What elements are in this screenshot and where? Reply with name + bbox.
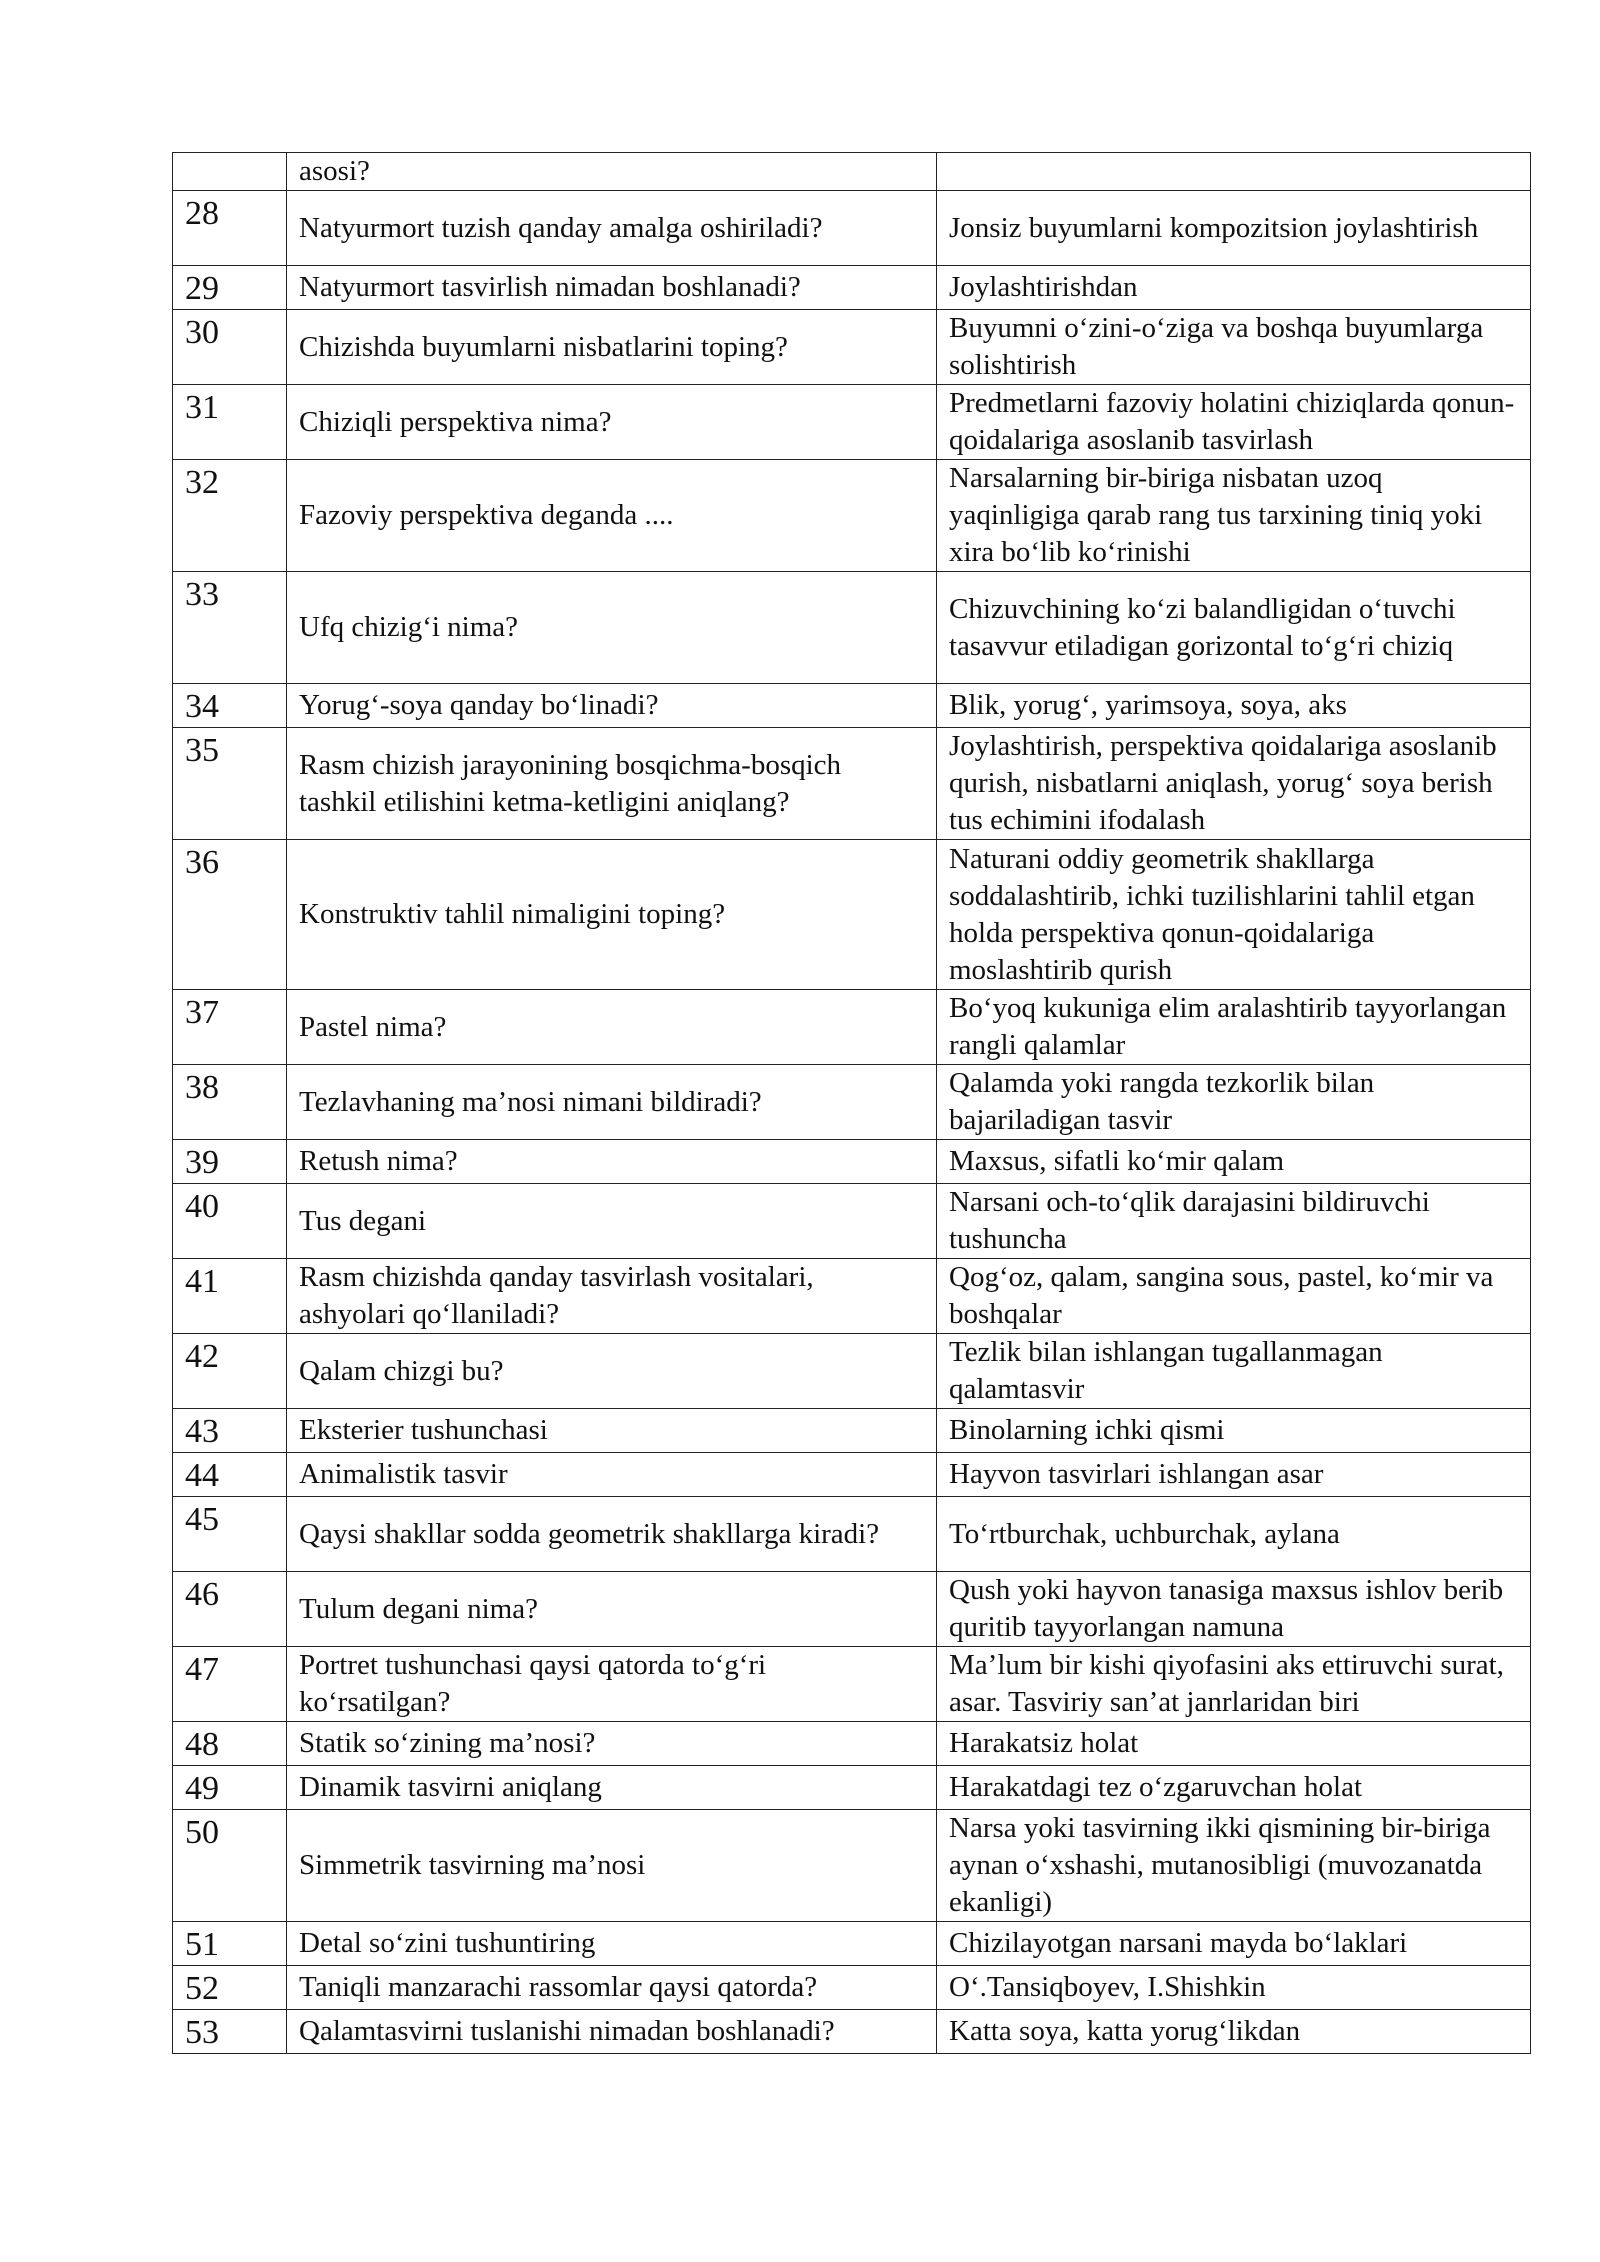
question-cell: Tezlavhaning ma’nosi nimani bildiradi? [287, 1065, 937, 1140]
table-row [173, 572, 1531, 684]
answer-cell: To‘rtburchak, uchburchak, aylana [937, 1497, 1531, 1572]
qa-table-body [173, 153, 1531, 2054]
table-row [173, 1065, 1531, 1140]
row-number: 33 [173, 572, 287, 684]
answer-cell: Tezlik bilan ishlangan tugallanmagan qalamtasvir [937, 1334, 1531, 1409]
answer-cell: Joylashtirishdan [937, 266, 1531, 310]
table-row [173, 1184, 1531, 1259]
answer-cell: Qalamda yoki rangda tezkorlik bilan bajariladigan tasvir [937, 1065, 1531, 1140]
table-row [173, 1810, 1531, 1922]
row-number: 34 [173, 684, 287, 728]
question-cell: Rasm chizishda qanday tasvirlash vositalari, ashyolari qo‘llaniladi? [287, 1259, 937, 1334]
row-number: 49 [173, 1766, 287, 1810]
answer-cell: Hayvon tasvirlari ishlangan asar [937, 1453, 1531, 1497]
table-row [173, 1497, 1531, 1572]
answer-cell: Harakatsiz holat [937, 1722, 1531, 1766]
answer-cell: Qush yoki hayvon tanasiga maxsus ishlov berib quritib tayyorlangan namuna [937, 1572, 1531, 1647]
question-cell: Dinamik tasvirni aniqlang [287, 1766, 937, 1810]
row-number: 35 [173, 728, 287, 840]
question-cell: Taniqli manzarachi rassomlar qaysi qatorda? [287, 1966, 937, 2010]
table-row [173, 1140, 1531, 1184]
question-cell: Chizishda buyumlarni nisbatlarini toping? [287, 310, 937, 385]
answer-cell: Jonsiz buyumlarni kompozitsion joylashtirish [937, 191, 1531, 266]
row-number: 50 [173, 1810, 287, 1922]
table-row [173, 191, 1531, 266]
question-cell: Tulum degani nima? [287, 1572, 937, 1647]
row-number: 40 [173, 1184, 287, 1259]
answer-cell: Predmetlarni fazoviy holatini chiziqlarda qonun-qoidalariga asoslanib tasvirlash [937, 385, 1531, 460]
answer-cell: Binolarning ichki qismi [937, 1409, 1531, 1453]
row-number: 45 [173, 1497, 287, 1572]
row-number: 31 [173, 385, 287, 460]
question-cell: Qaysi shakllar sodda geometrik shakllarga kiradi? [287, 1497, 937, 1572]
answer-cell: Chizilayotgan narsani mayda bo‘laklari [937, 1922, 1531, 1966]
table-row [173, 385, 1531, 460]
table-row [173, 2010, 1531, 2054]
row-number: 36 [173, 840, 287, 990]
table-row [173, 1966, 1531, 2010]
row-number: 44 [173, 1453, 287, 1497]
table-row [173, 990, 1531, 1065]
answer-cell [937, 153, 1531, 191]
row-number: 38 [173, 1065, 287, 1140]
row-number: 51 [173, 1922, 287, 1966]
answer-cell: Ma’lum bir kishi qiyofasini aks ettiruvchi surat, asar. Tasviriy san’at janrlaridan biri [937, 1647, 1531, 1722]
row-number: 48 [173, 1722, 287, 1766]
question-cell: Detal so‘zini tushuntiring [287, 1922, 937, 1966]
answer-cell: Buyumni o‘zini-o‘ziga va boshqa buyumlarga solishtirish [937, 310, 1531, 385]
question-cell: Natyurmort tuzish qanday amalga oshiriladi? [287, 191, 937, 266]
question-cell: Portret tushunchasi qaysi qatorda to‘g‘ri ko‘rsatilgan? [287, 1647, 937, 1722]
table-row [173, 1334, 1531, 1409]
row-number: 53 [173, 2010, 287, 2054]
question-cell: Statik so‘zining ma’nosi? [287, 1722, 937, 1766]
row-number: 42 [173, 1334, 287, 1409]
question-cell: Qalamtasvirni tuslanishi nimadan boshlanadi? [287, 2010, 937, 2054]
row-number: 47 [173, 1647, 287, 1722]
row-number [173, 153, 287, 191]
row-number: 39 [173, 1140, 287, 1184]
answer-cell: Katta soya, katta yorug‘likdan [937, 2010, 1531, 2054]
answer-cell: Narsani och-to‘qlik darajasini bildiruvchi tushuncha [937, 1184, 1531, 1259]
table-row [173, 840, 1531, 990]
answer-cell: Chizuvchining ko‘zi balandligidan o‘tuvchi tasavvur etiladigan gorizontal to‘g‘ri chiziq [937, 572, 1531, 684]
question-cell: Animalistik tasvir [287, 1453, 937, 1497]
table-row [173, 1453, 1531, 1497]
table-row [173, 1722, 1531, 1766]
question-cell: Natyurmort tasvirlish nimadan boshlanadi? [287, 266, 937, 310]
answer-cell: Qog‘oz, qalam, sangina sous, pastel, ko‘mir va boshqalar [937, 1259, 1531, 1334]
row-number: 41 [173, 1259, 287, 1334]
question-cell: Chiziqli perspektiva nima? [287, 385, 937, 460]
question-cell: Tus degani [287, 1184, 937, 1259]
table-row [173, 1922, 1531, 1966]
table-row [173, 1766, 1531, 1810]
table-row [173, 1572, 1531, 1647]
question-cell: Rasm chizish jarayonining bosqichma-bosqich tashkil etilishini ketma-ketligini aniqlang? [287, 728, 937, 840]
table-row [173, 153, 1531, 191]
table-row [173, 684, 1531, 728]
row-number: 32 [173, 460, 287, 572]
row-number: 30 [173, 310, 287, 385]
qa-table [172, 152, 1531, 2054]
table-row [173, 728, 1531, 840]
question-cell: Pastel nima? [287, 990, 937, 1065]
row-number: 46 [173, 1572, 287, 1647]
answer-cell: Joylashtirish, perspektiva qoidalariga asoslanib qurish, nisbatlarni aniqlash, yorug‘ soya berish tus echimini ifodalash [937, 728, 1531, 840]
table-row [173, 266, 1531, 310]
table-row [173, 1647, 1531, 1722]
answer-cell: Harakatdagi tez o‘zgaruvchan holat [937, 1766, 1531, 1810]
question-cell: Qalam chizgi bu? [287, 1334, 937, 1409]
row-number: 28 [173, 191, 287, 266]
question-cell: Fazoviy perspektiva deganda .... [287, 460, 937, 572]
row-number: 52 [173, 1966, 287, 2010]
answer-cell: Narsalarning bir-biriga nisbatan uzoq yaqinligiga qarab rang tus tarxining tiniq yoki xira bo‘lib ko‘rinishi [937, 460, 1531, 572]
answer-cell: Blik, yorug‘, yarimsoya, soya, aks [937, 684, 1531, 728]
answer-cell: Narsa yoki tasvirning ikki qismining bir-biriga aynan o‘xshashi, mutanosibligi (muvozanatda ekanligi) [937, 1810, 1531, 1922]
question-cell: Yorug‘-soya qanday bo‘linadi? [287, 684, 937, 728]
row-number: 29 [173, 266, 287, 310]
table-row [173, 310, 1531, 385]
question-cell: Eksterier tushunchasi [287, 1409, 937, 1453]
question-cell: Konstruktiv tahlil nimaligini toping? [287, 840, 937, 990]
table-row [173, 1259, 1531, 1334]
question-cell: Ufq chizig‘i nima? [287, 572, 937, 684]
row-number: 37 [173, 990, 287, 1065]
table-row [173, 1409, 1531, 1453]
question-cell: asosi? [287, 153, 937, 191]
answer-cell: Naturani oddiy geometrik shakllarga soddalashtirib, ichki tuzilishlarini tahlil etgan holda perspektiva qonun-qoidalariga moslashtirib qurish [937, 840, 1531, 990]
answer-cell: Maxsus, sifatli ko‘mir qalam [937, 1140, 1531, 1184]
table-row [173, 460, 1531, 572]
row-number: 43 [173, 1409, 287, 1453]
answer-cell: O‘.Tansiqboyev, I.Shishkin [937, 1966, 1531, 2010]
question-cell: Retush nima? [287, 1140, 937, 1184]
answer-cell: Bo‘yoq kukuniga elim aralashtirib tayyorlangan rangli qalamlar [937, 990, 1531, 1065]
question-cell: Simmetrik tasvirning ma’nosi [287, 1810, 937, 1922]
